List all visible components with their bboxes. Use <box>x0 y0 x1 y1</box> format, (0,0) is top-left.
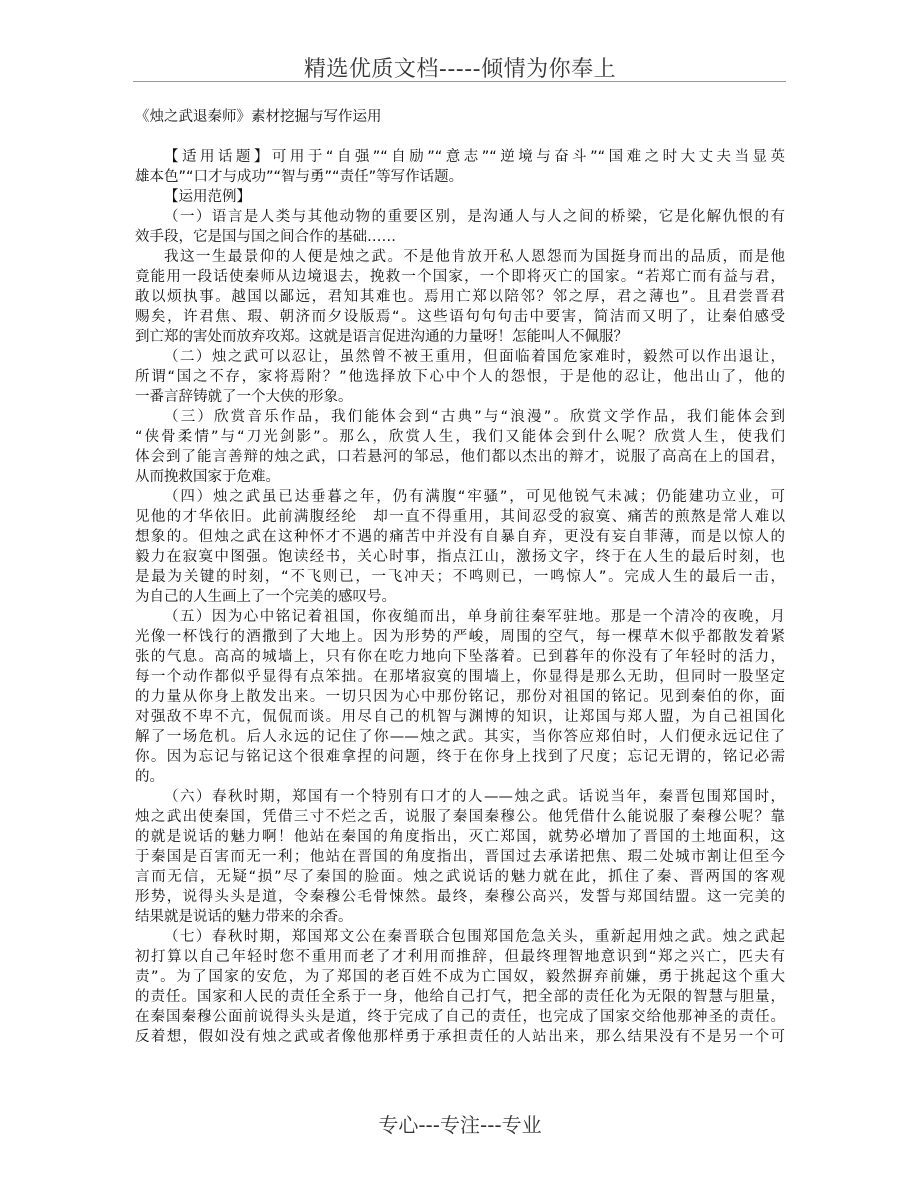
paragraph-line: （五）因为心中铭记着祖国，你夜缒而出，单身前往秦军驻地。那是一个清冷的夜晚，月 <box>164 609 785 625</box>
paragraph-line: 一番言辞铸就了一个大侠的形象。 <box>135 389 353 405</box>
document-body <box>135 147 785 1047</box>
paragraph-line: 言而无信，无疑“损”尽了秦国的脸面。烛之武说话的魅力就在此，抓住了秦、晋两国的客观 <box>135 869 785 885</box>
paragraph-line: 竟能用一段话使秦师从边境退去，挽救一个国家，一个即将灭亡的国家。“若郑亡而有益与君， <box>135 269 785 285</box>
paragraph-line: 责”。为了国家的安危，为了郑国的老百姓不成为亡国奴，毅然摒弃前嫌，勇于挑起这个重大 <box>135 969 785 985</box>
paragraph-line: （四）烛之武虽已达垂暮之年，仍有满腹“牢骚”，可见他锐气未减；仍能建功立业，可 <box>164 489 785 505</box>
header-divider <box>133 81 786 82</box>
paragraph-line: 体会到了能言善辩的烛之武，口若悬河的邹忌，他们都以杰出的辩才，说服了高高在上的国君， <box>135 449 785 465</box>
paragraph-line: 对强敌不卑不亢，侃侃而谈。用尽自己的机智与渊博的知识，让郑国与郑人盟，为自己祖国化 <box>135 709 785 725</box>
paragraph-line: “侠骨柔情”与“刀光剑影”。那么，欣赏人生，我们又能体会到什么呢？欣赏人生，使我们 <box>135 429 785 445</box>
paragraph-line: 光像一杯饯行的酒撒到了大地上。因为形势的严峻，周围的空气，每一棵草木似乎都散发着紧 <box>135 629 785 645</box>
paragraph <box>135 607 785 787</box>
paragraph-line: 雄本色”“口才与成功”“智与勇”“责任”等写作话题。 <box>135 169 464 185</box>
paragraph-line: 的就是说话的魅力啊！他站在秦国的角度指出，灭亡郑国，就势必增加了晋国的土地面积，这 <box>135 829 785 845</box>
paragraph-line: 的。 <box>135 769 164 785</box>
paragraph <box>135 187 785 207</box>
paragraph-line: 烛之武出使秦国，凭借三寸不烂之舌，说服了秦国秦穆公。他凭借什么能说服了秦穆公呢？靠 <box>135 809 785 825</box>
paragraph <box>135 927 785 1047</box>
paragraph-line: 为自己的人生画上了一个完美的感叹号。 <box>135 589 396 605</box>
paragraph-line: 效手段，它是国与国之间合作的基础…… <box>135 229 396 245</box>
document-title: 《烛之武退秦师》素材挖掘与写作运用 <box>135 109 382 125</box>
paragraph-line: （三）欣赏音乐作品，我们能体会到“古典”与“浪漫”。欣赏文学作品，我们能体会到 <box>164 409 785 425</box>
paragraph <box>135 487 785 607</box>
paragraph-line: 见他的才华依旧。此前满腹经纶 却一直不得重用，其间忍受的寂寞、痛苦的煎熬是常人难以 <box>135 509 785 525</box>
paragraph-line: 想象的。但烛之武在这种怀才不遇的痛苦中并没有自暴自弃，更没有妄自菲薄，而是以惊人的 <box>135 529 785 545</box>
paragraph-line: （六）春秋时期，郑国有一个特别有口才的人——烛之武。话说当年，秦晋包围郑国时， <box>164 789 785 805</box>
paragraph-line: 是最为关键的时刻，“不飞则已，一飞冲天；不鸣则已，一鸣惊人”。完成人生的最后一击， <box>135 569 785 585</box>
page-footer: 专心---专注---专业 <box>378 1113 542 1137</box>
paragraph-line: 形势，说得头头是道，令秦穆公毛骨悚然。最终，秦穆公高兴，发誓与郑国结盟。这一完美的 <box>135 889 785 905</box>
paragraph-line: （一）语言是人类与其他动物的重要区别，是沟通人与人之间的桥梁，它是化解仇恨的有 <box>164 209 785 225</box>
paragraph <box>135 207 785 247</box>
paragraph <box>135 347 785 407</box>
paragraph-line: 到亡郑的害处而放弃攻郑。这就是语言促进沟通的力量呀！怎能叫人不佩服？ <box>135 329 628 345</box>
paragraph-line: 在秦国秦穆公面前说得头头是道，终于完成了自己的责任，也完成了国家交给他那神圣的责任。 <box>135 1009 785 1025</box>
paragraph-line: 于秦国是百害而无一利；他站在晋国的角度指出，晋国过去承诺把焦、瑕二处城市割让但至今 <box>135 849 785 865</box>
paragraph-line: 你。因为忘记与铭记这个很难拿捏的问题，终于在你身上找到了尺度；忘记无谓的，铭记必需 <box>135 749 785 765</box>
paragraph-line: 每一个动作都似乎显得有点笨拙。在那堵寂寞的围墙上，你显得是那么无助，但同时一股坚定 <box>135 669 785 685</box>
paragraph <box>135 147 785 187</box>
paragraph-line: 敢以烦执事。越国以鄙远，君知其难也。焉用亡郑以陪邻？邻之厚，君之薄也”。且君尝晋君 <box>135 289 785 305</box>
paragraph-line: 结果就是说话的魅力带来的余香。 <box>135 909 353 925</box>
paragraph-line: 的责任。国家和人民的责任全系于一身，他给自己打气，把全部的责任化为无限的智慧与胆量， <box>135 989 785 1005</box>
paragraph-line: 【适用话题】可用于“自强”“自励”“意志”“逆境与奋斗”“国难之时大丈夫当显英 <box>164 149 785 165</box>
paragraph-line: （二）烛之武可以忍让，虽然曾不被王重用，但面临着国危家难时，毅然可以作出退让， <box>164 349 785 365</box>
paragraph-line: 的力量从你身上散发出来。一切只因为心中那份铭记，那份对祖国的铭记。见到秦伯的你，面 <box>135 689 785 705</box>
paragraph-line: （七）春秋时期，郑国郑文公在秦晋联合包围郑国危急关头，重新起用烛之武。烛之武起 <box>164 929 785 945</box>
paragraph-line: 赐矣，许君焦、瑕、朝济而夕设版焉“。这些语句句句击中要害，简洁而又明了，让秦伯感受 <box>135 309 785 325</box>
paragraph <box>135 247 785 347</box>
paragraph-line: 所谓“国之不存，家将焉附？”他选择放下心中个人的怨恨，于是他的忍让，他出山了，他的 <box>135 369 785 385</box>
paragraph-line: 从而挽救国家于危难。 <box>135 469 280 485</box>
paragraph-line: 毅力在寂寞中图强。饱读经书，关心时事，指点江山，激扬文字，终于在人生的最后时刻，也 <box>135 549 785 565</box>
page-header: 精选优质文档-----倾情为你奉上 <box>303 57 617 82</box>
paragraph <box>135 787 785 927</box>
paragraph-line: 张的气息。高高的城墙上，只有你在吃力地向下坠落着。已到暮年的你没有了年轻时的活力， <box>135 649 785 665</box>
paragraph-line: 初打算以自己年轻时您不重用而老了才利用而推辞，但最终理智地意识到“郑之兴亡，匹夫有 <box>135 949 785 965</box>
paragraph-line: 解了一场危机。后人永远的记住了你——烛之武。其实，当你答应郑伯时，人们便永远记住了 <box>135 729 785 745</box>
paragraph-line: 【运用范例】 <box>164 189 251 205</box>
paragraph <box>135 407 785 487</box>
paragraph-line: 反着想，假如没有烛之武或者像他那样勇于承担责任的人站出来，那么结果没有不是另一个可 <box>135 1029 785 1045</box>
paragraph-line: 我这一生最景仰的人便是烛之武。不是他肯放开私人恩怨而为国挺身而出的品质，而是他 <box>164 249 785 265</box>
